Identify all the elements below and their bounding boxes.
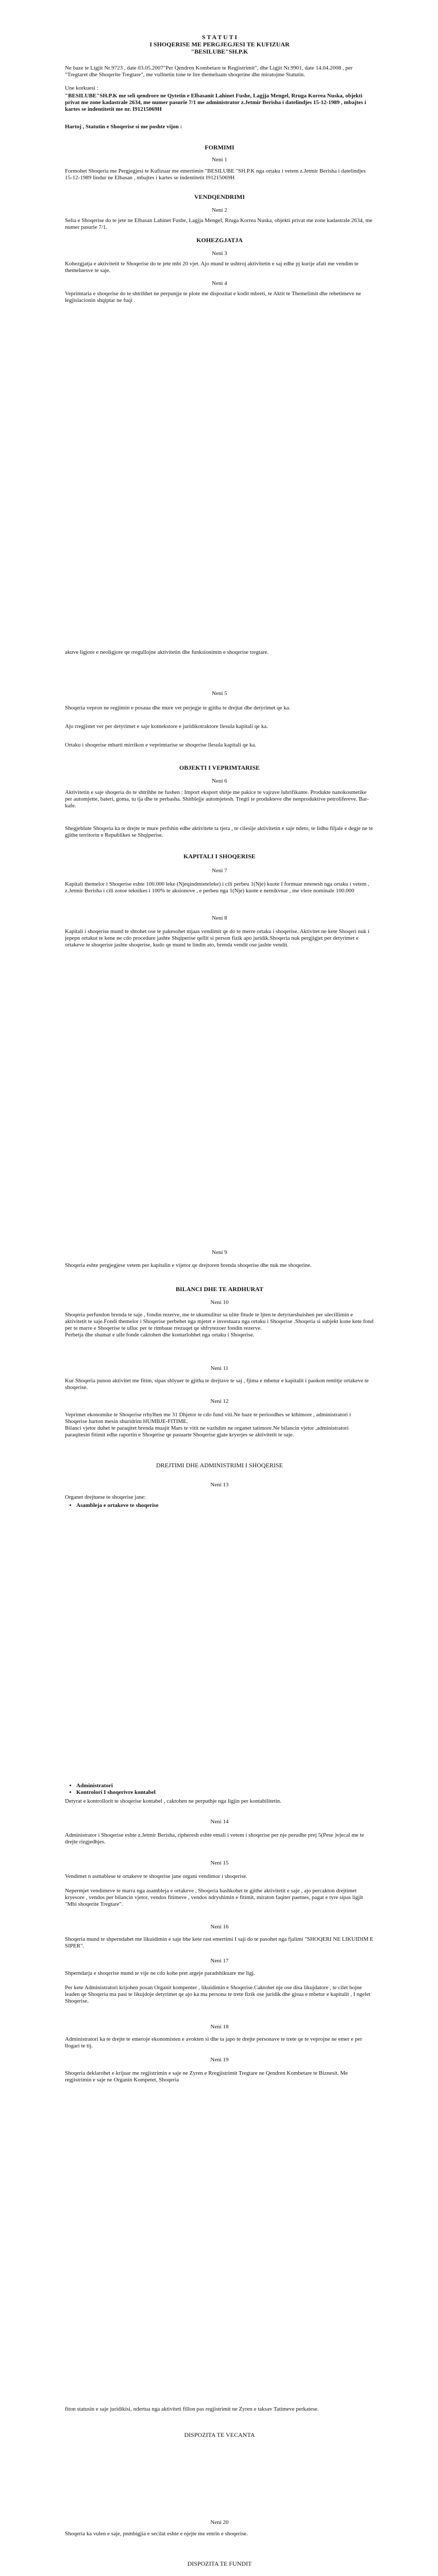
company-name: "BESILUBE"SH.P.K: [191, 48, 248, 55]
article-9-text: Shoqeria eshte pergjegjese vetem per kapitalin e vijetor qe drejtoren brenda shoqerise dhe nuk me shoqerine.: [65, 1262, 312, 1268]
article-7-label: Neni 7: [212, 868, 227, 874]
article-3-text: Kohezgjatja e aktivitetit te Shoqerise do te jete mbi 20 vjet. Ajo mund te ushtroj aktivitetin e saj edhe pj kurije afati me vendim te themeluesve te saje.: [65, 261, 359, 274]
article-13-text: Organet drejtuese te shoqerise jane:: [65, 1494, 146, 1500]
article-15-text-2: Nepermjet vendimeve te marra nga asambleja e ortakeve , Shoqeria bashkohet te gjithe aktivitetit e saje , ajo percakton drejtimet kryesore , vendos per bilancin vjetor, vendos fitimeve , vendos ndryshimin e fitimit, miraton faqiter paetnes, pagat e tyre sipas ligjit "Mbi shoqerite Tregtare".: [65, 1888, 363, 1907]
article-10-label: Neni 10: [210, 1299, 229, 1306]
organs-list-2: [65, 1783, 374, 1796]
article-5-text-2: Ajo rregjistet ver per detyrimet e saje kontekstore e juridikotraktore llesula kapitali qe ka.: [65, 723, 268, 730]
article-16-text: Shoqeria mund te shperndahet me likuidimin e saje bhe kete rast emertimi I saji do te pasohet nga fjalimi "SHOQERI NE LIKUIDIM E SIPER".: [65, 1936, 374, 1949]
article-6-text-2: Shegjeblute Shoqeria ka te drejte te mure perfshin edhe aktivitete ta tjera , te cilesije aktivitetin e saje ndeto, te lidhu filjale e degje ne te gjithe territorin e Republikes se Shqiperise.: [65, 825, 373, 838]
article-8-label: Neni 8: [212, 915, 227, 921]
article-18-label: Neni 18: [210, 2024, 229, 2030]
article-5-text-3: Ortaku i shoqerise mbarti mirrikon e veprimtarise se shoqerise llesula kapitali qe ka.: [65, 742, 257, 748]
section-kapitali: KAPITALI I SHOQERISE: [183, 853, 256, 860]
section-bilanci: BILANCI DHE TE ARDHURAT: [176, 1285, 263, 1293]
article-14-text: Administrator i Shoqerise eshte z.Jetmir Berisha, ripheresh eshte emali i vetem i shoqerise per nje perudhe prej 5(Pese )vjecal me te drejte rizgjedhjes.: [65, 1832, 364, 1845]
article-9-label: Neni 9: [212, 1249, 227, 1256]
article-16-label: Neni 16: [210, 1924, 229, 1930]
article-1-text: Formohet Shoqeria me Pergjegjesi te Kufizuar me emertimin "BESILUBE "SH.P.K nga ortaku i vetem z.Jetmir Berisha i datelindjes 15-12-1989 lindur ne Elbasan , mbajtes i kartes se indentitetit I91215069H: [65, 168, 366, 181]
organ-item: • Administratori: [76, 1783, 374, 1789]
section-vendqendrimi: VENDQENDRIMI: [194, 193, 245, 200]
section-vecanta: DISPOZITA TE VECANTA: [184, 2431, 255, 2438]
controller-duties: Detyrat e kontrollorit te shoqerise kontabel , caktohen ne perputhje nga ligjin per kontabilitetin.: [65, 1798, 282, 1804]
intro-statement: Hartoj , Statutin e Shoqerise si me poshte vijon :: [65, 124, 182, 130]
document-subtitle: I SHOQERISE ME PERGJEGJESI TE KUFIZUAR: [149, 41, 290, 48]
article-14-label: Neni 14: [210, 1819, 229, 1825]
article-3-label: Neni 3: [212, 250, 227, 257]
article-12-label: Neni 12: [210, 1398, 229, 1404]
article-19-text: Shoqeria deklarohet e krijuar me regjistrimin e saje ne Zyren e Rregjistrimit Tregtare ne Qendren Kombetare te Biznesit. Me regjistrimin e saje ne Organin Kompetet, Shoqeria: [65, 2070, 348, 2083]
article-19-continuation: fiton statusin e saje juridikisi, ndertua nga aktiviteti fillon pas regjistrimit ne Zyren e taksav Tatimeve perkatese.: [65, 2406, 319, 2412]
section-formimi: FORMIMI: [205, 144, 234, 151]
article-19-label: Neni 19: [210, 2057, 229, 2063]
article-20-label: Neni 20: [210, 2519, 229, 2526]
article-15-text-1: Vendimet n asmablese te ortakeve te shoqerise jane organi vendimor i shoqerise.: [65, 1873, 248, 1879]
organ-item: • Asambleja e ortakeve te shoqerise: [76, 1502, 374, 1509]
article-2-text: Selia e Shoqerise do te jete ne Elbasan Lahinet Fushe, Lagjja Mengel, Rruga Korrea Nuska, objekti privat me zone kadastrale 2634, me numer pasurie 7/1.: [65, 217, 373, 230]
section-fundit: DISPOZITA TE FUNDIT: [187, 2560, 252, 2567]
article-11-label: Neni 11: [210, 1365, 229, 1371]
section-kohezgjatja: KOHEZGJATJA: [196, 236, 243, 244]
organ-item: • Kontrolori I shoqerivre kontabel: [76, 1789, 374, 1796]
article-4-label: Neni 4: [212, 280, 227, 286]
section-objekti: OBJEKTI I VEPRIMTARISE: [179, 764, 260, 771]
article-7-text: Kapitali themelor i Shoqerise eshte 100.000 leke (Njeqindmieteleke) i cili perbeu 1(Nje) kuote I formuar mtenesh nga ortaku i vetem , z.Jetmir Berisha i cili zotoe teknikes i 100% te aksionove , e perbeu nga 1(Nje) kuote e nemikvnar , me vlere nominale 100.000: [65, 881, 369, 894]
article-15-label: Neni 15: [210, 1860, 229, 1866]
article-17-text-2: Per kete Administratori krijohen posan Organit kompenter , likuidimin e Shoqerise.Caktohet nje ose disa likujdatore , te cilet bojne leaden qe Shoqeria ma pasi te likujdoje detyrimet qe ajo ka ma persona te trete fizik ose juridik dhe gjsua e mbetur e kapitalit , I ngelet Shoqerise.: [65, 1985, 370, 2004]
article-5-text-1: Shoqeria vepron ne regjimin e posaua dhe mure vet perjegje te gjitha te drejtat dhe detyrimet qe ka.: [65, 705, 291, 711]
intro-legal-basis: Ne baze te Ligjit Nr.9723 , date 03.05.2007"Per Qendren Kombetare te Regjistrimit", dhe Ligjit Nr.9901, date 14.04.2008 , per "Tregtaret dhe Shoqerite Tregtare", me vullnetin tone te lire themeluam shoqerine dhe miratojme Statutin.: [65, 65, 353, 78]
document-title: S T A T U T I: [201, 33, 238, 41]
section-drejtimi: DREJTIMI DHE ADMINISTRIMI I SHOQERISE: [156, 1462, 283, 1469]
organs-list-1: [65, 1502, 374, 1509]
intro-founder-line: Une korkuesi :: [65, 85, 98, 91]
intro-company-details: "BESILUBE"SH.P.K me seli qendrore ne Qytetin e Elbasanit Lahinet Fushe, Lagjja Mengel, Rruga Korrea Nuska, objekti privat me zone kadastrale 2634, me numer pasurie 7/1 me administrator z.Jetmir Berisha i datelindjes 15-12-1989 , mbajtes i kartes se indentitetit me nr. I91215069H: [65, 93, 366, 112]
article-13-label: Neni 13: [210, 1482, 229, 1488]
article-12-text: Veprimet ekonomike te Shoqerise rrhylhen me 31 Dhjetor te cdo fund viti.Ne baze te perioodhes se kthimore , administratori i Shoqerise harton mesin shuridrim HUMBJE-FITIME. Bilanci vjetor duhet te paraqitet brenda muajit Mars te vitit ne vazhdim ne organet tatimore.Ne bilancin vjetor ,administratori paraqitesin fitimit edhe raportin e Shoqerise qe pasuarte Shoqerise gjate kryerjes se aktivitetit te saje.: [65, 1412, 351, 1438]
article-4-text: Veprimtaria e shoqerise do te shtrihhet ne perpunjje te plote me dispozitat e kodit mbreti, te Aktit te Themelimit dhe rebetimeve ne legjislacionin shqiptar ne fuqi .: [65, 291, 361, 303]
article-5-label: Neni 5: [212, 690, 227, 697]
article-18-text: Administratori ka te drejte te emeroje ekonomisten e avokten si dhe ta japo te drejte personave te trete qe te veprojne ne emer e per llogari te tij.: [65, 2036, 362, 2049]
article-6-text-1: Aktivitetin e saje shoqeria do te shtrihhe ne fushen : Import eksport shitje me pakice te vajrave lubrifikante. Produkte nanokosmetike per automjette, bateri, goma, tu tja dhe te perbasha. Shitblejje automjetesh. Tregti te produkteve dhe nenproduktive petrolifereve. Bar-kafe.: [65, 789, 369, 809]
article-2-label: Neni 2: [212, 207, 227, 213]
article-6-label: Neni 6: [212, 778, 227, 784]
article-17-label: Neni 17: [210, 1958, 229, 1964]
article-4-continuation: akuve ligjore e neoligjore qe rregullojne aktivitetin dhe funksionimin e shoqerise tregtare.: [65, 649, 269, 655]
article-20-text: Shoqeria ka vulen e saje, pnmbigjia e secilat eshte e njejte me emrin e shoqerise.: [65, 2531, 248, 2537]
article-10-text: Shoqeria perfundon brenda te saje , fondin rezerve, me te ukumulitur sa ulite fitude te ljten te detyrueshuishen per ulecillimin e aktivitetit te saje.Fondi themelor i Shoqerise perbehet nga mjetet e investuara nga ortaku i Shoqerise .Shoqeria si subjekt kone kete fond per te marre e Shoqerise te ulluc per te rimbaue rrezuqet qe shfrytezoer fondin rezerve. Perbetja dhe shumat e ulle fonde caktohen dhe kontarlohhet nga ortaku i Shoqerise.: [65, 1312, 374, 1338]
article-8-text: Kapitali i shoqerise mund te shtohet ose te pakesohet mjaas vendimit qe do te merre ortaku i shoqerise. Aktivitet ne kete Shoqeri nuk i jepepn ortakut te kene ne cdo procedure jashte Shqiperise qellit si person fizik apo juridik.Shoqeria nuk pergjigjet per detyrimet e ortakeve te shoqerise jashte shoqerise, kudo qe mund te lindin ato, brenda vendit ose jashte vendit.: [65, 928, 369, 948]
article-11-text: Kur Shoqeria punon aktivitet me fitim, sipas shlyuer te gjitha te drejtave te saj , fjima e mbetur e kapitalit i paokon rentitje ortakeve te shoqerise.: [65, 1378, 369, 1391]
article-17-text-1: Shperndarja e shoqerise mund te vije ne cdo kohe pret argeje paradshikuare me ligj.: [65, 1970, 255, 1976]
article-1-label: Neni 1: [212, 157, 227, 163]
